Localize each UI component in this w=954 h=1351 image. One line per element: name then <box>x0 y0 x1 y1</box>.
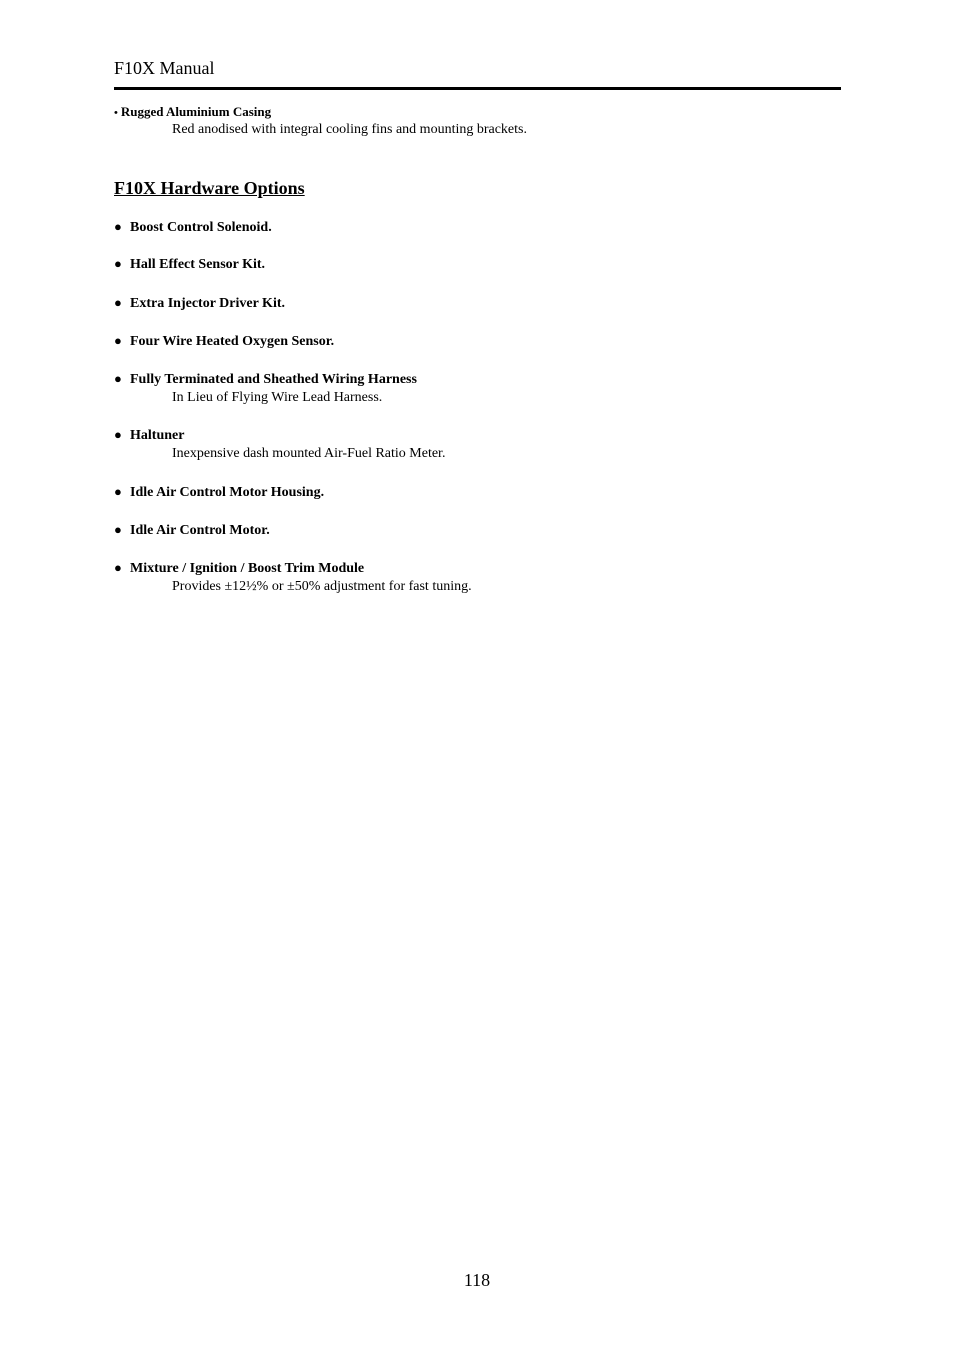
option-item-idle-air-control-motor <box>114 522 270 539</box>
option-label: Boost Control Solenoid. <box>130 220 272 235</box>
feature-item-label: Rugged Aluminium Casing <box>120 104 272 119</box>
bullet-icon: ● <box>114 484 122 499</box>
option-description: Inexpensive dash mounted Air-Fuel Ratio Meter. <box>172 446 446 461</box>
option-description: In Lieu of Flying Wire Lead Harness. <box>172 390 383 405</box>
option-item-extra-injector-driver-kit <box>114 295 285 312</box>
page-number: 118 <box>463 1270 491 1290</box>
bullet-icon: ● <box>114 256 122 271</box>
option-item-haltuner <box>114 427 445 462</box>
document-header-title: F10X Manual <box>114 58 215 78</box>
option-label: Idle Air Control Motor. <box>130 523 270 538</box>
bullet-icon: ● <box>114 371 122 386</box>
option-label: Four Wire Heated Oxygen Sensor. <box>130 334 335 349</box>
option-item-wiring-harness <box>114 371 417 406</box>
bullet-icon: ● <box>114 333 122 348</box>
bullet-icon: ● <box>114 522 122 537</box>
bullet-icon: ● <box>114 427 122 442</box>
option-label: Fully Terminated and Sheathed Wiring Harness <box>130 372 417 387</box>
bullet-icon: ● <box>114 560 122 575</box>
option-label: Mixture / Ignition / Boost Trim Module <box>130 561 365 576</box>
bullet-icon: • <box>114 107 118 119</box>
bullet-icon: ● <box>114 219 122 234</box>
option-item-trim-module <box>114 560 472 595</box>
option-item-hall-effect-sensor-kit <box>114 256 265 273</box>
option-label: Idle Air Control Motor Housing. <box>130 485 325 500</box>
option-label: Haltuner <box>130 428 185 443</box>
feature-item-casing <box>114 104 527 138</box>
option-item-boost-control-solenoid <box>114 219 272 236</box>
option-label: Hall Effect Sensor Kit. <box>130 257 266 272</box>
option-item-oxygen-sensor <box>114 333 334 350</box>
option-label: Extra Injector Driver Kit. <box>130 296 285 311</box>
header-divider <box>114 87 841 90</box>
bullet-icon: ● <box>114 295 122 310</box>
option-description: Provides ±12½% or ±50% adjustment for fast tuning. <box>172 579 472 594</box>
section-heading-hardware-options: F10X Hardware Options <box>114 178 305 198</box>
feature-item-heading <box>114 104 527 121</box>
option-item-idle-air-control-motor-housing <box>114 484 324 501</box>
feature-item-description: Red anodised with integral cooling fins and mounting brackets. <box>172 122 527 137</box>
